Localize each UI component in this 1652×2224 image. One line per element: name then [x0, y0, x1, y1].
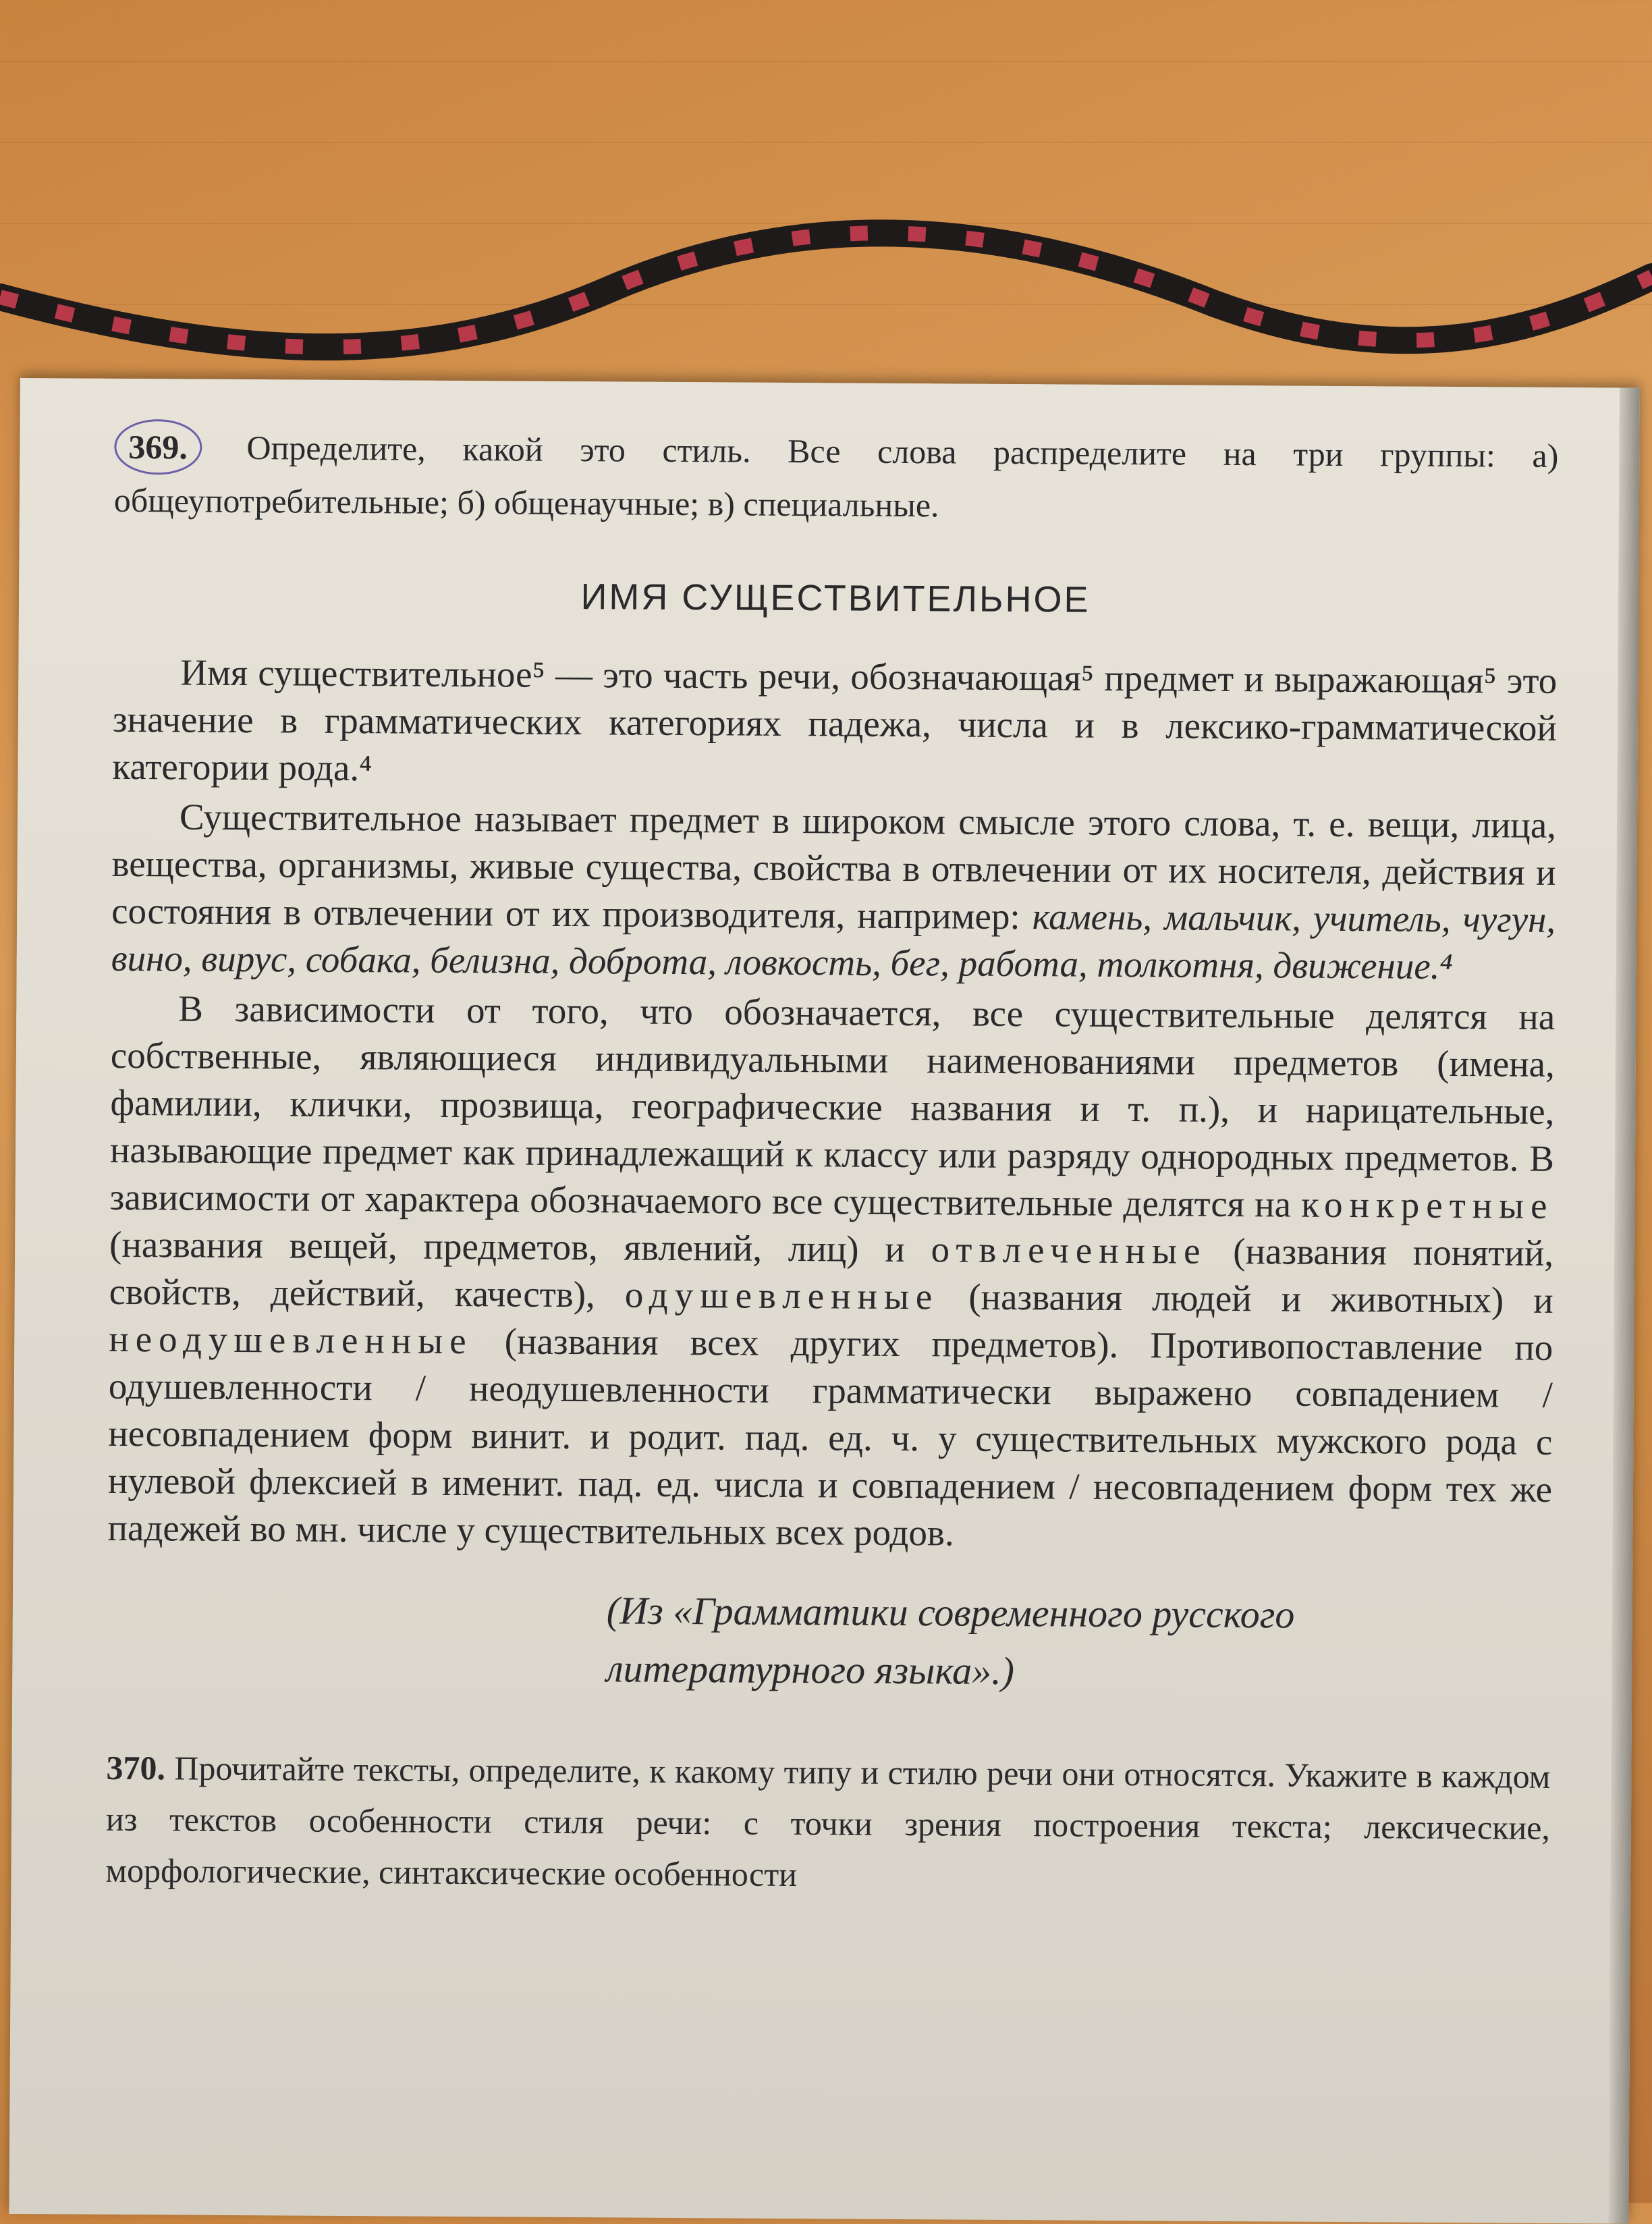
exercise-370-number: 370. [106, 1748, 166, 1787]
source-line-1: (Из «Грамматики современного русского [606, 1588, 1295, 1637]
exercise-370 [105, 1742, 1550, 1905]
term-animate: одушевленные [624, 1274, 939, 1318]
classification-text-1: В зависимости от того, что обозначается, все существительные делятся на собственные, являющиеся индивидуальными наименованиями предметов (имена, фамилии, клички, прозвища, географические названия и т. п.), и нарицательные, называющие предмет как принадлежащий к классу или разряду однородных предметов. В зависимости от характера обозначаемого все существительные делятся на [109, 987, 1555, 1225]
term-concrete: конкретные [1301, 1183, 1554, 1226]
section-heading: ИМЯ СУЩЕСТВИТЕЛЬНОЕ [580, 576, 1091, 620]
page-text [105, 419, 1558, 1905]
exercise-369 [114, 419, 1559, 535]
term-abstract: отвлеченные [931, 1228, 1207, 1272]
paragraph-classification [107, 985, 1555, 1561]
classification-text-4: (названия людей и животных) и [939, 1276, 1553, 1321]
source-citation [606, 1581, 1551, 1704]
exercise-370-text: Прочитайте тексты, определите, к какому типу и стилю речи они относятся. Укажите в каждом из текстов особенности стиля речи: с точки зрения построения текста; лексические, морфологические, синтаксические особенности [105, 1749, 1551, 1894]
paragraph-definition: Имя существительное⁵ — это часть речи, обозначающая⁵ предмет и выражающая⁵ это значение в грамматических категориях падежа, числа и в лексико-грамматической категории рода.⁴ [112, 651, 1558, 789]
exercise-369-number: 369. [114, 419, 202, 475]
paragraph-meaning [111, 793, 1557, 991]
classification-text-3: (названия понятий, свойств, действий, качеств), [109, 1230, 1554, 1316]
classification-text-5: (названия всех других предметов). Противопоставление по одушевленности / неодушевленности грамматически выражено совпадением / несовпадением форм винит. и родит. пад. ед. ч. у существительных мужского рода с нулевой флексией в именит. пад. ед. числа и совпадением / несовпадением форм тех же падежей во мн. числе у существительных всех родов. [107, 1320, 1553, 1554]
classification-text-2: (названия вещей, предметов, явлений, лиц) и [109, 1223, 931, 1270]
term-inanimate: неодушевленные [109, 1318, 473, 1362]
page-edge [1608, 387, 1640, 2223]
exercise-369-text: Определите, какой это стиль. Все слова распределите на три группы: а) общеупотребительные; б) общенаучные; в) специальные. [113, 429, 1559, 524]
paragraph-meaning-text: Существительное называет предмет в широком смысле этого слова, т. е. вещи, лица, вещества, организмы, живые существа, свойства в отвлечении от их носителя, действия и состояния в отвлечении от их производителя, например: [111, 796, 1557, 938]
paragraph-meaning-examples: камень, мальчик, учитель, чугун, вино, вирус, собака, белизна, доброта, ловкость, бег, работа, толкотня, движение.⁴ [111, 896, 1556, 987]
book-page [9, 378, 1640, 2224]
source-line-2: литературного языка».) [606, 1646, 1015, 1693]
